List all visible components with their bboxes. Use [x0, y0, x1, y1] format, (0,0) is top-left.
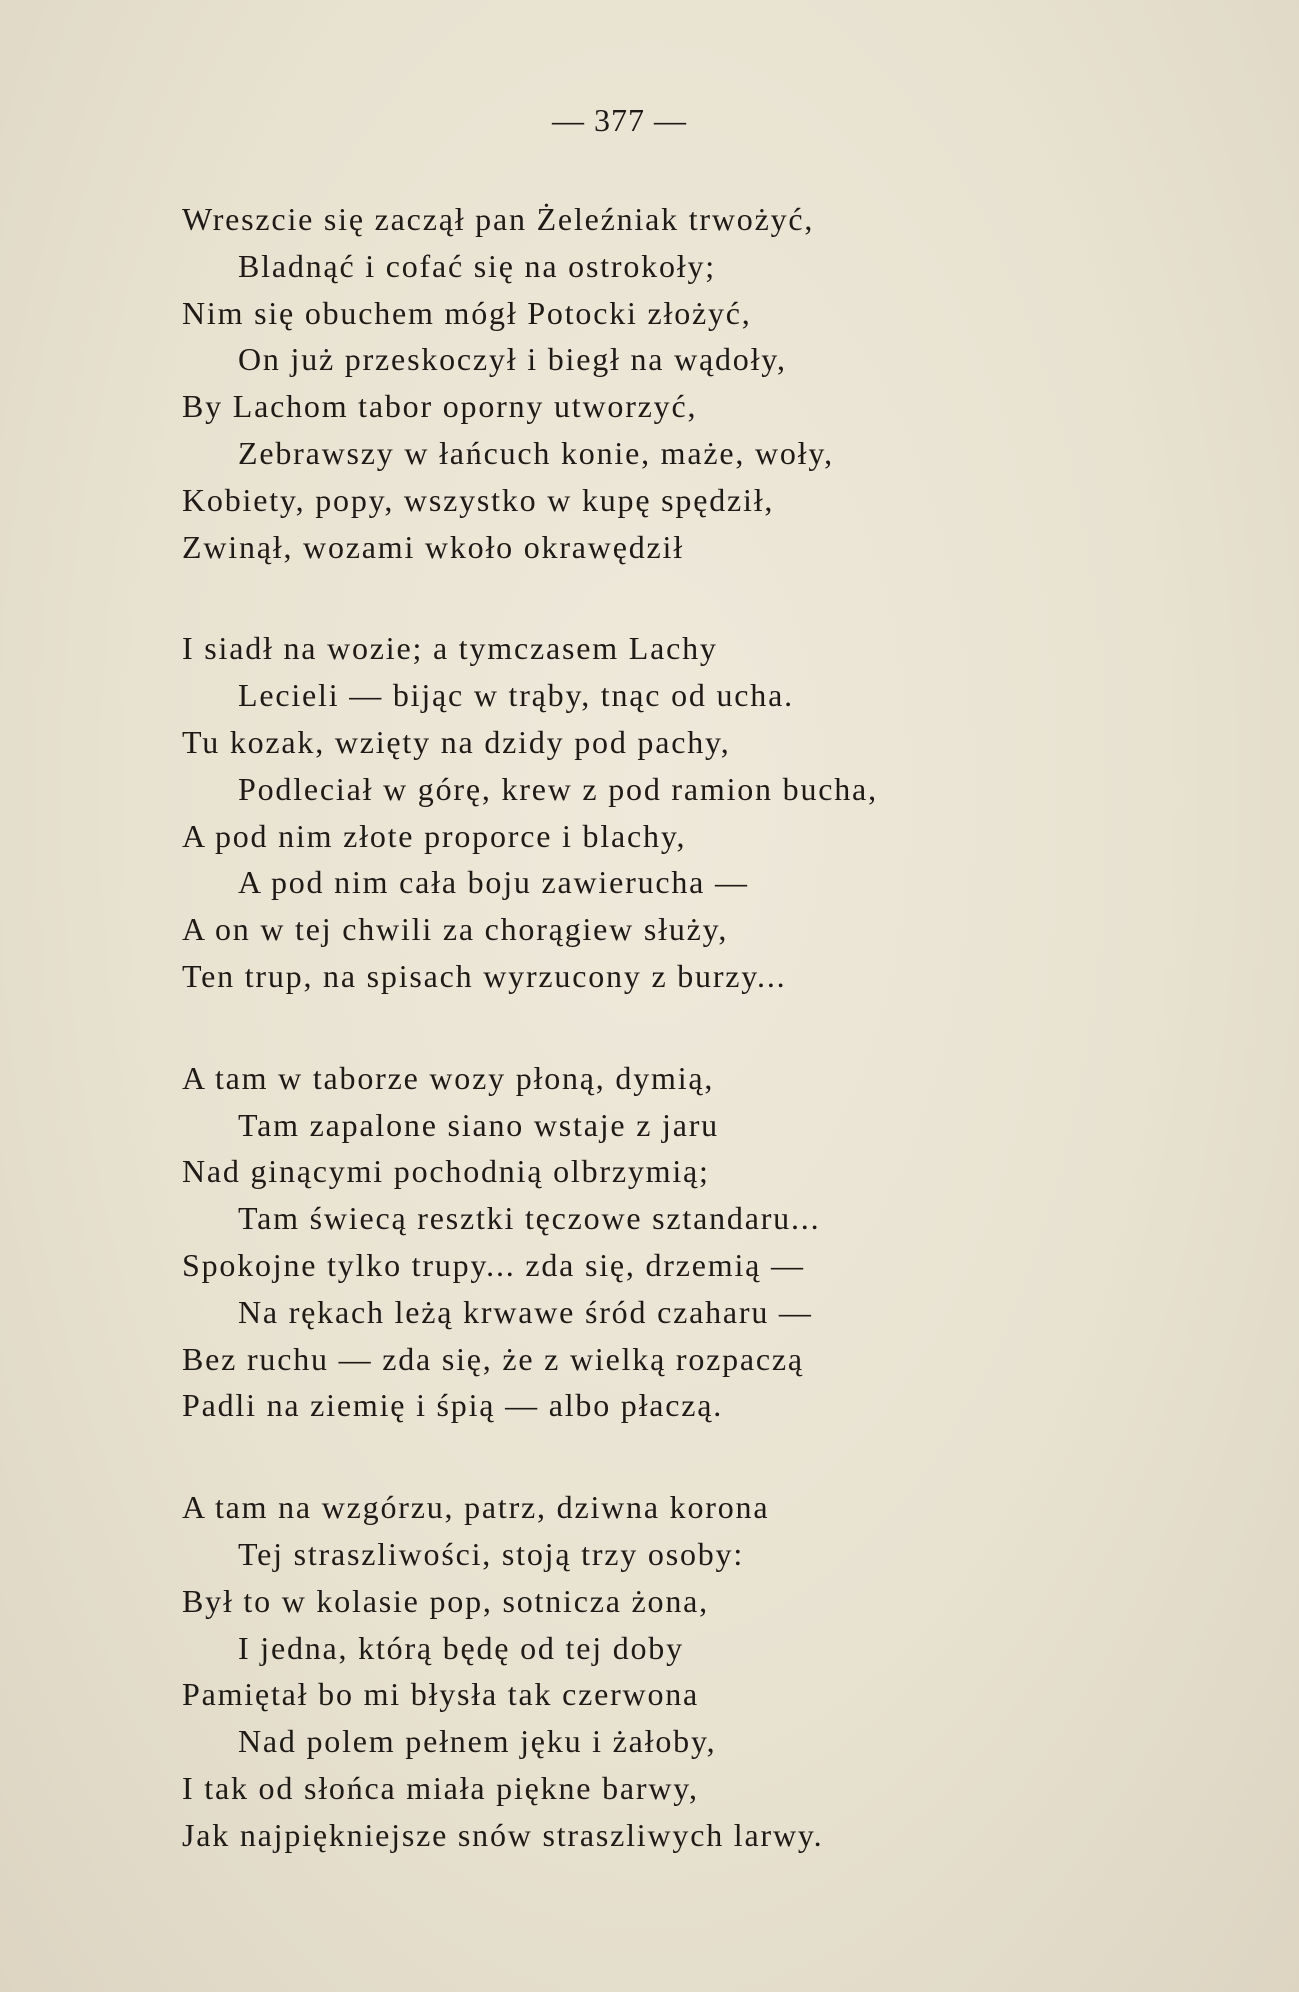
verse-line: Kobiety, popy, wszystko w kupę spędził, [182, 481, 775, 518]
verse-line: A tam w taborze wozy płoną, dymią, [182, 1059, 715, 1096]
verse-line: Był to w kolasie pop, sotnicza żona, [182, 1582, 709, 1619]
verse-line: Tu kozak, wzięty na dzidy pod pachy, [182, 723, 731, 760]
verse-line: I tak od słońca miała piękne barwy, [182, 1769, 699, 1806]
stanza [182, 196, 1232, 570]
verse-line: By Lachom tabor oporny utworzyć, [182, 388, 698, 425]
verse-line: A pod nim złote proporce i blachy, [182, 817, 687, 854]
verse-line: I siadł na wozie; a tymczasem Lachy [182, 630, 718, 667]
verse-line: Pamiętał bo mi błysła tak czerwona [182, 1676, 700, 1713]
verse-line: Podleciał w górę, krew z pod ramion bucha, [238, 770, 878, 807]
verse-line: Wreszcie się zaczął pan Żeleźniak trwożyć, [182, 201, 815, 237]
verse-line: Nim się obuchem mógł Potocki złożyć, [182, 294, 752, 331]
verse-line: Nad polem pełnem jęku i żałoby, [238, 1723, 717, 1760]
verse-line: Tam zapalone siano wstaje z jaru [238, 1106, 719, 1143]
page-number: — 377 — [552, 102, 687, 138]
verse-line: Bladnąć i cofać się na ostrokoły; [238, 247, 716, 284]
verse-line: Padli na ziemię i śpią — albo płaczą. [182, 1387, 724, 1424]
verse-line: Zwinął, wozami wkoło okrawędził [182, 528, 684, 565]
verse-line: Na rękach leżą krwawe śród czaharu — [238, 1293, 813, 1330]
verse-line: Tam świecą resztki tęczowe sztandaru... [238, 1200, 821, 1237]
verse-line: On już przeskoczył i biegł na wądoły, [238, 341, 787, 378]
verse-line: Nad ginącymi pochodnią olbrzymią; [182, 1153, 710, 1190]
verse-line: Jak najpiękniejsze snów straszliwych larwy. [182, 1816, 824, 1853]
verse-line: Lecieli — bijąc w trąby, tnąc od ucha. [238, 677, 794, 714]
verse-line: A tam na wzgórzu, patrz, dziwna korona [182, 1489, 770, 1526]
verse-line: Zebrawszy w łańcuch konie, maże, woły, [238, 434, 834, 471]
verse-line: A on w tej chwili za chorągiew służy, [182, 911, 729, 948]
verse-line: Bez ruchu — zda się, że z wielką rozpaczą [182, 1340, 804, 1377]
verse-line: A pod nim cała boju zawierucha — [238, 864, 749, 901]
stanza [182, 625, 1232, 999]
verse-line: Tej straszliwości, stoją trzy osoby: [238, 1535, 745, 1572]
verse-line: Ten trup, na spisach wyrzucony z burzy... [182, 957, 787, 994]
stanza [182, 1484, 1232, 1858]
stanza [182, 1055, 1232, 1429]
poem-text [182, 196, 1232, 1914]
verse-line: I jedna, którą będę od tej doby [238, 1629, 684, 1666]
verse-line: Spokojne tylko trupy... zda się, drzemią — [182, 1246, 805, 1283]
